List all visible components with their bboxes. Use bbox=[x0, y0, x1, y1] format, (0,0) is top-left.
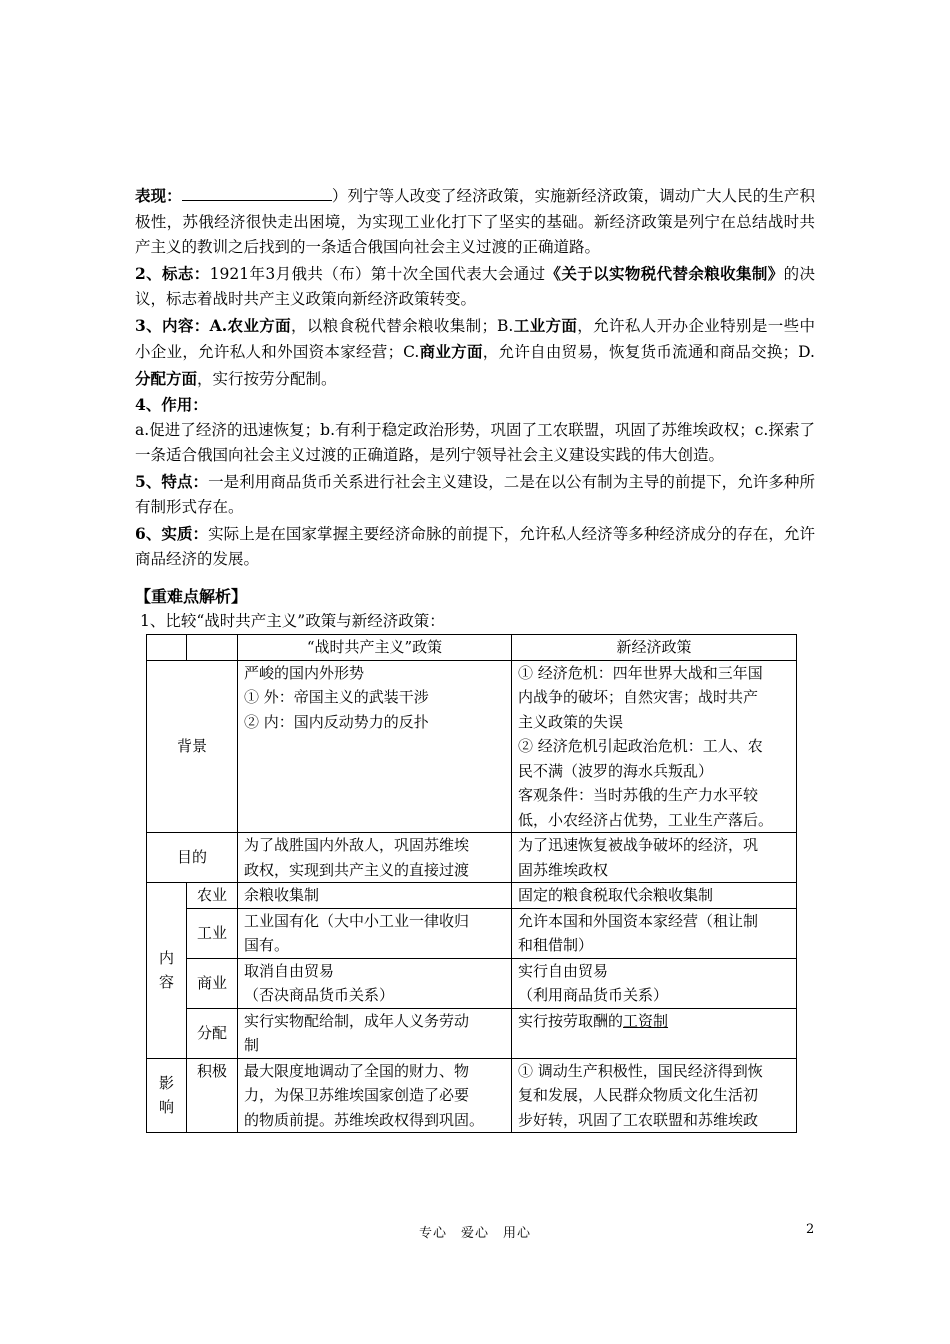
row-group-label-influence bbox=[147, 1058, 187, 1133]
cell-line: （否决商品货币关系） bbox=[244, 986, 395, 1004]
page-number: 2 bbox=[806, 1222, 815, 1237]
body-text bbox=[135, 183, 815, 573]
header-empty-1 bbox=[147, 635, 187, 661]
cell-line: ② 内：国内反动势力的反扑 bbox=[244, 712, 429, 731]
content-a-text: ，以粮食税代替余粮收集制；B. bbox=[290, 316, 514, 335]
header-nep: 新经济政策 bbox=[512, 635, 797, 661]
background-war-communism bbox=[238, 660, 512, 833]
row-agriculture bbox=[147, 883, 797, 909]
cell-line: 严峻的国内外形势 bbox=[244, 663, 365, 682]
positive-nep bbox=[512, 1058, 797, 1133]
cell-line: 实行实物配给制，成年人义务劳动 bbox=[244, 1011, 470, 1030]
cell-line: 工业国有化（大中小工业一律收归 bbox=[244, 911, 470, 930]
label-performance: 表现： bbox=[135, 186, 182, 205]
label-sign: 2、标志： bbox=[135, 263, 210, 283]
row-commerce bbox=[147, 958, 797, 1008]
cell-line: （利用商品货币关系） bbox=[518, 986, 669, 1004]
cell-line: 取消自由贸易 bbox=[244, 961, 335, 980]
group-label-char: 响 bbox=[158, 1098, 174, 1117]
row-influence-positive bbox=[147, 1058, 797, 1133]
cell-line: ② 经济危机引起政治危机：工人、农 bbox=[518, 737, 763, 755]
essence-text: 实际上是在国家掌握主要经济命脉的前提下，允许私人经济等多种经济成分的存在，允许商品经济的发展。 bbox=[135, 524, 815, 568]
commerce-nep bbox=[512, 958, 797, 1008]
cell-line: 复和发展，人民群众物质文化生活初 bbox=[518, 1086, 759, 1104]
row-distribution bbox=[147, 1008, 797, 1058]
section-intro: 1、比较“战时共产主义”政策与新经济政策： bbox=[140, 612, 445, 630]
content-c-label: 商业方面 bbox=[419, 342, 483, 361]
cell-line: 最大限度地调动了全国的财力、物 bbox=[244, 1061, 470, 1080]
cell-line: 制 bbox=[244, 1036, 260, 1054]
performance-text: ）列宁等人改变了经济政策，实施新经济政策，调动广大人民的生产积极性，苏俄经济很快走出困境，为实现工业化打下了坚实的基础。新经济政策是列宁在总结战时共产主义的教训之后找到的一条适合俄国向社会主义过渡的正确道路。 bbox=[135, 187, 815, 256]
label-essence: 6、实质： bbox=[135, 523, 209, 543]
page-footer: 专心 爱心 用心 bbox=[418, 1226, 531, 1241]
row-group-label-content bbox=[147, 883, 187, 1059]
row-purpose bbox=[147, 833, 797, 883]
content-c-text: ，允许自由贸易，恢复货币流通和商品交换；D. bbox=[482, 343, 815, 361]
paragraph-features bbox=[135, 469, 815, 521]
features-text: 一是利用商品货币关系进行社会主义建设，二是在以公有制为主导的前提下，允许多种所有制形式存在。 bbox=[135, 472, 815, 516]
cell-line: 客观条件：当时苏俄的生产力水平较 bbox=[518, 786, 759, 804]
row-label-agriculture: 农业 bbox=[187, 883, 238, 909]
section-title: 【重难点解析】 bbox=[135, 587, 248, 606]
resolution-title: 《关于以实物税代替余粮收集制》 bbox=[545, 263, 784, 283]
cell-line: 力，为保卫苏维埃国家创造了必要 bbox=[244, 1086, 470, 1104]
industry-nep bbox=[512, 908, 797, 958]
group-label-char: 容 bbox=[158, 973, 174, 992]
row-label-commerce: 商业 bbox=[187, 958, 238, 1008]
cell-line: 低，小农经济占优势，工业生产落后。 bbox=[518, 810, 774, 829]
fill-blank bbox=[182, 186, 332, 201]
cell-line: 民不满（波罗的海水兵叛乱） bbox=[518, 761, 714, 780]
label-effect: 4、作用： bbox=[135, 395, 208, 414]
paragraph-essence bbox=[135, 521, 815, 573]
cell-line: 允许本国和外国资本家经营（租让制 bbox=[518, 911, 759, 930]
content-d-text: ，实行按劳分配制。 bbox=[197, 369, 337, 388]
wage-system-term: 工资制 bbox=[623, 1011, 669, 1030]
paragraph-content bbox=[135, 313, 815, 393]
table-header-row bbox=[147, 635, 797, 661]
cell-line: 为了迅速恢复被战争破坏的经济，巩 bbox=[518, 836, 759, 854]
row-industry bbox=[147, 908, 797, 958]
row-background bbox=[147, 660, 797, 833]
content-b-label: 工业方面 bbox=[513, 315, 578, 335]
row-label-distribution: 分配 bbox=[187, 1008, 238, 1058]
cell-line: 为了战胜国内外敌人，巩固苏维埃 bbox=[244, 836, 470, 854]
cell-line: ① 外：帝国主义的武装干涉 bbox=[244, 688, 429, 706]
agriculture-war-communism: 余粮收集制 bbox=[238, 883, 512, 909]
paragraph-performance bbox=[135, 183, 815, 261]
comparison-table bbox=[146, 634, 797, 1133]
distribution-war-communism bbox=[238, 1008, 512, 1058]
distribution-nep bbox=[512, 1008, 797, 1058]
header-war-communism: “战时共产主义”政策 bbox=[238, 635, 512, 661]
purpose-war-communism bbox=[238, 833, 512, 883]
cell-line: 国有。 bbox=[244, 936, 290, 954]
header-empty-2 bbox=[187, 635, 238, 661]
paragraph-sign bbox=[135, 261, 815, 313]
purpose-nep bbox=[512, 833, 797, 883]
cell-line: 固苏维埃政权 bbox=[518, 860, 609, 879]
effect-text: a.促进了经济的迅速恢复；b.有利于稳定政治形势，巩固了工农联盟，巩固了苏维埃政权；c.探索了一条适合俄国向社会主义过渡的正确道路，是列宁领导社会主义建设实践的伟大创造。 bbox=[135, 420, 815, 464]
cell-line: ① 调动生产积极性，国民经济得到恢 bbox=[518, 1061, 763, 1080]
positive-war-communism bbox=[238, 1058, 512, 1133]
group-label-char: 影 bbox=[158, 1073, 174, 1092]
cell-line: 政权，实现到共产主义的直接过渡 bbox=[244, 860, 470, 879]
cell-line: 的物质前提。苏维埃政权得到巩固。 bbox=[244, 1110, 485, 1129]
row-label-industry: 工业 bbox=[187, 908, 238, 958]
agriculture-nep: 固定的粮食税取代余粮收集制 bbox=[512, 883, 797, 909]
background-nep bbox=[512, 660, 797, 833]
sign-text-before: 1921年3月俄共（布）第十次全国代表大会通过 bbox=[209, 264, 546, 283]
industry-war-communism bbox=[238, 908, 512, 958]
content-d-label: 分配方面 bbox=[135, 368, 198, 388]
cell-line: 和租借制） bbox=[518, 936, 594, 954]
cell-line: 实行自由贸易 bbox=[518, 961, 609, 980]
row-label-positive: 积极 bbox=[187, 1058, 238, 1133]
group-label-char: 内 bbox=[158, 948, 174, 967]
distribution-nep-text: 实行按劳取酬的 bbox=[518, 1011, 624, 1030]
cell-line: ① 经济危机：四年世界大战和三年国 bbox=[518, 663, 763, 682]
label-features: 5、特点： bbox=[135, 471, 209, 491]
cell-line: 主义政策的失误 bbox=[518, 712, 624, 731]
content-a-label: A.农业方面 bbox=[209, 315, 291, 335]
cell-line: 内战争的破坏；自然灾害；战时共产 bbox=[518, 688, 759, 706]
commerce-war-communism bbox=[238, 958, 512, 1008]
sign-text-after: 的决议，标志着战时共产主义政策向新经济政策转变。 bbox=[135, 264, 815, 308]
content-b-text: ，允许私人开办企业特别是一些中小企业，允许私人和外国资本家经营；C. bbox=[135, 316, 815, 361]
label-content: 3、内容： bbox=[135, 315, 210, 335]
row-label-background: 背景 bbox=[147, 660, 238, 833]
cell-line: 步好转，巩固了工农联盟和苏维埃政 bbox=[518, 1110, 759, 1129]
row-label-purpose: 目的 bbox=[147, 833, 238, 883]
